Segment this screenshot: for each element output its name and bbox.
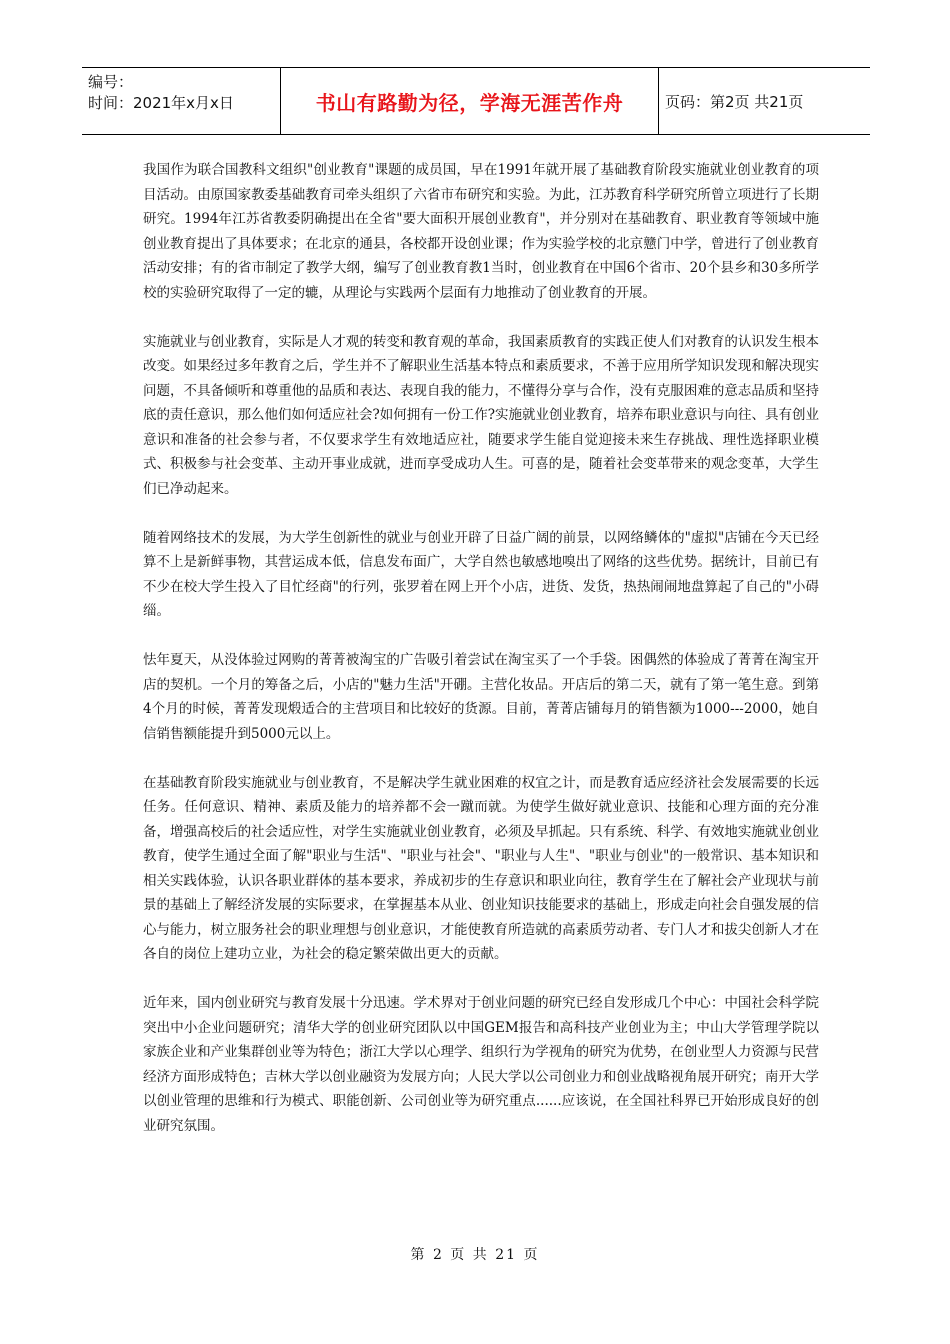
body-paragraph: 在基础教育阶段实施就业与创业教育，不是解决学生就业困难的权宜之计，而是教育适应经济社会发展需要的长远任务。任何意识、精神、素质及能力的培养都不会一蹴而就。为使学生做好就业意识、技能和心理方面的充分准备，增强高校后的社会适应性，对学生实施就业创业教育，必须及早抓起。只有系统、科学、有效地实施就业创业教育，使学生通过全面了解"职业与生活"、"职业与社会"、"职业与人生"、"职业与创业"的一般常识、基本知识和相关实践体验，认识各职业群体的基本要求，养成初步的生存意识和职业向往，教育学生在了解社会产业现状与前景的基础上了解经济发展的实际要求，在掌握基本从业、创业知识技能要求的基础上，形成走向社会自强发展的信心与能力，树立服务社会的职业理想与创业意识，才能使教育所造就的高素质劳动者、专门人才和拔尖创新人才在各自的岗位上建功立业，为社会的稳定繁荣做出更大的贡献。 (143, 774, 819, 962)
header-page-info: 页码：第2页 共21页 (665, 92, 804, 111)
page-footer: 第 2 页 共 21 页 (410, 1247, 540, 1263)
header-meta (82, 68, 281, 134)
document-time-label: 时间：2021年x月x日 (88, 94, 234, 112)
header-motto: 书山有路勤为径，学海无涯苦作舟 (281, 68, 659, 134)
body-paragraph: 近年来，国内创业研究与教育发展十分迅速。学术界对于创业问题的研究已经自发形成几个中心：中国社会科学院突出中小企业问题研究；清华大学的创业研究团队以中国GEM报告和高科技产业创业为主；中山大学管理学院以家族企业和产业集群创业等为特色；浙江大学以心理学、组织行为学视角的研究为优势，在创业型人力资源与民营经济方面形成特色；吉林大学以创业融资为发展方向；人民大学以公司创业力和创业战略视角展开研究；南开大学以创业管理的思维和行为模式、职能创新、公司创业等为研究重点......应该说，在全国社科界已开始形成良好的创业研究氛围。 (143, 995, 819, 1134)
document-number-label: 编号： (88, 73, 134, 91)
document-body (143, 158, 819, 1163)
body-paragraph: 怯年夏天，从没体验过网购的菁菁被淘宝的广告吸引着尝试在淘宝买了一个手袋。困偶然的体验成了菁菁在淘宝开店的契机。一个月的筹备之后，小店的"魅力生活"开硼。主营化妆品。开店后的第二天，就有了第一笔生意。到第4个月的时候，菁菁发现煅适合的主营项目和比较好的货源。目前，菁菁店铺每月的销售额为1000---2000，她自信销售额能提升到5000元以上。 (143, 652, 819, 742)
body-paragraph: 我国作为联合国教科文组织"创业教育"课题的成员国，早在1991年就开展了基础教育阶段实施就业创业教育的项目活动。由原国家教委基础教育司牵头组织了六省市布研究和实验。为此，江苏教育科学研究所曾立项进行了长期研究。1994年江苏省教委阴确提出在全省"要大面积开展创业教育"，并分别对在基础教育、职业教育等领域中施创业教育提出了具体要求；在北京的通县，各校都开设创业课；作为实验学校的北京戆门中学，曾进行了创业教育活动安排；有的省市制定了教学大纲，编写了创业教育教1当时，创业教育在中国6个省市、20个县乡和30多所学校的实验研究取得了一定的辘，从理论与实践两个层面有力地推动了创业教育的开展。 (143, 162, 819, 301)
page-header (82, 67, 870, 135)
body-paragraph: 随着网络技术的发展，为大学生创新性的就业与创业开辟了日益广阔的前景，以网络鳞体的"虚拟"店铺在今天已经算不上是新鲜事物，其营运成本低，信息发布面广，大学自然也敏感地嗅出了网络的这些优势。据统计，目前已有不少在校大学生投入了目忙经商"的行列，张罗着在网上开个小店，进货、发货，热热闹闹地盘算起了自己的"小碍缁。 (143, 529, 819, 619)
body-paragraph: 实施就业与创业教育，实际是人才观的转变和教育观的革命，我国素质教育的实践正使人们对教育的认识发生根本改变。如果经过多年教育之后，学生并不了解职业生活基本特点和素质要求，不善于应用所学知识发现和解决现实问题，不具备倾听和尊重他的品质和表达、表现自我的能力，不懂得分享与合作，没有克服困难的意志品质和坚持底的责任意识，那么他们如何适应社会?如何拥有一份工作?实施就业创业教育，培养布职业意识与向往、具有创业意识和准备的社会参与者，不仅要求学生有效地适应社，随要求学生能自觉迎接未来生存挑战、理性选择职业模式、积极参与社会变革、主动开事业成就，进而享受成功人生。可喜的是，随着社会变革带来的观念变革，大学生们已净动起来。 (143, 333, 819, 497)
